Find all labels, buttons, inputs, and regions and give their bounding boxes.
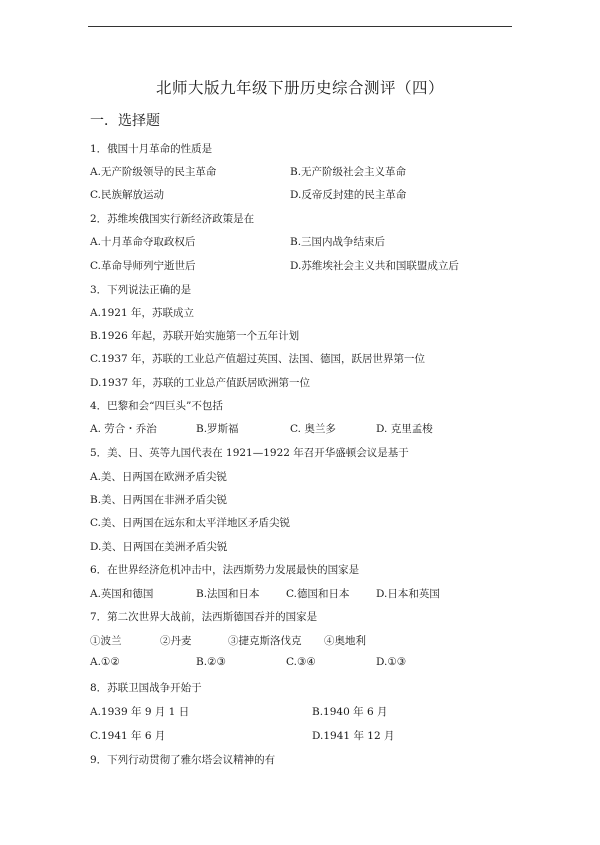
question-8-option-d: D.1941 年 12 月 bbox=[312, 730, 395, 742]
question-7-option-d: D.①③ bbox=[376, 656, 407, 668]
question-5-option-a: A.美、日两国在欧洲矛盾尖锐 bbox=[90, 471, 227, 483]
question-3-option-d: D.1937 年，苏联的工业总产值跃居欧洲第一位 bbox=[90, 377, 310, 389]
question-5-option-d: D.美、日两国在美洲矛盾尖锐 bbox=[90, 541, 228, 553]
question-8-option-a: A.1939 年 9 月 1 日 bbox=[90, 706, 190, 718]
question-7-option-a: A.①② bbox=[90, 656, 120, 668]
question-7-item-2: ②丹麦 bbox=[160, 635, 192, 647]
question-3-stem: 3．下列说法正确的是 bbox=[90, 284, 192, 296]
header-rule bbox=[88, 26, 512, 27]
question-5-option-c: C.美、日两国在远东和太平洋地区矛盾尖锐 bbox=[90, 517, 290, 529]
question-4-option-c: C. 奥兰多 bbox=[290, 423, 336, 435]
question-9-stem: 9．下列行动贯彻了雅尔塔会议精神的有 bbox=[90, 754, 276, 766]
question-1-option-b: B.无产阶级社会主义革命 bbox=[290, 166, 407, 178]
question-5-stem: 5．美、日、英等九国代表在 1921—1922 年召开华盛顿会议是基于 bbox=[90, 447, 409, 459]
question-4-option-a: A. 劳合・乔治 bbox=[90, 423, 157, 435]
question-1-option-a: A.无产阶级领导的民主革命 bbox=[90, 166, 217, 178]
question-7-option-b: B.②③ bbox=[196, 656, 226, 668]
question-6-option-d: D.日本和英国 bbox=[376, 588, 440, 600]
question-3-option-b: B.1926 年起，苏联开始实施第一个五年计划 bbox=[90, 330, 300, 342]
question-1-stem: 1．俄国十月革命的性质是 bbox=[90, 143, 213, 155]
question-7-item-3: ③捷克斯洛伐克 bbox=[228, 635, 302, 647]
question-8-option-b: B.1940 年 6 月 bbox=[312, 706, 388, 718]
question-4-option-b: B.罗斯福 bbox=[196, 423, 239, 435]
question-2-option-c: C.革命导师列宁逝世后 bbox=[90, 260, 196, 272]
question-7-option-c: C.③④ bbox=[286, 656, 316, 668]
question-2-option-d: D.苏维埃社会主义共和国联盟成立后 bbox=[290, 260, 459, 272]
question-3-option-c: C.1937 年，苏联的工业总产值超过英国、法国、德国，跃居世界第一位 bbox=[90, 353, 426, 365]
question-6-option-a: A.英国和德国 bbox=[90, 588, 154, 600]
question-3-option-a: A.1921 年，苏联成立 bbox=[90, 307, 194, 319]
question-1-option-d: D.反帝反封建的民主革命 bbox=[290, 189, 407, 201]
question-8-option-c: C.1941 年 6 月 bbox=[90, 730, 166, 742]
question-6-option-b: B.法国和日本 bbox=[196, 588, 260, 600]
question-1-option-c: C.民族解放运动 bbox=[90, 189, 164, 201]
question-7-item-4: ④奥地利 bbox=[324, 635, 366, 647]
question-2-option-a: A.十月革命夺取政权后 bbox=[90, 236, 196, 248]
question-2-stem: 2．苏维埃俄国实行新经济政策是在 bbox=[90, 213, 255, 225]
document-title: 北师大版九年级下册历史综合测评（四） bbox=[155, 79, 444, 97]
question-6-option-c: C.德国和日本 bbox=[286, 588, 350, 600]
question-4-option-d: D. 克里孟梭 bbox=[376, 423, 433, 435]
section-heading: 一．选择题 bbox=[90, 113, 160, 129]
question-7-stem: 7．第二次世界大战前，法西斯德国吞并的国家是 bbox=[90, 611, 318, 623]
question-8-stem: 8．苏联卫国战争开始于 bbox=[90, 682, 202, 694]
question-4-stem: 4．巴黎和会“四巨头”不包括 bbox=[90, 400, 223, 412]
question-7-item-1: ①波兰 bbox=[90, 635, 122, 647]
question-6-stem: 6．在世界经济危机冲击中，法西斯势力发展最快的国家是 bbox=[90, 564, 360, 576]
question-2-option-b: B.三国内战争结束后 bbox=[290, 236, 386, 248]
question-5-option-b: B.美、日两国在非洲矛盾尖锐 bbox=[90, 494, 228, 506]
